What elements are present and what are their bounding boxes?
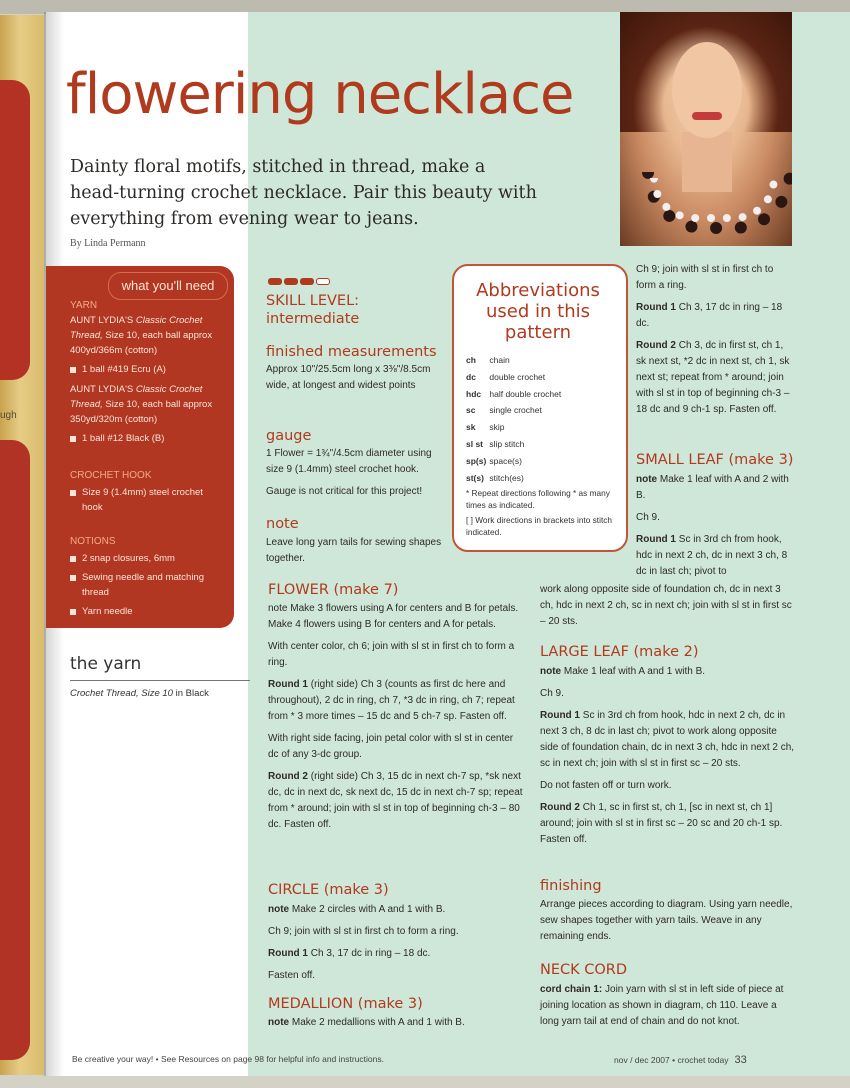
yarn-section: YARN AUNT LYDIA'S Classic Crochet Thread, Size 10, each ball approx 400yd/366m (cotton) 1 ball #419 Ecru (A) AUNT LYDIA'S Classic Crochet Thread, Size 10, each ball approx 350yd/320m (cotton) 1 ball #12 Black (B) (70, 298, 226, 446)
previous-page-image (0, 80, 30, 380)
note-text: Leave long yarn tails for sewing shapes together. (266, 537, 442, 564)
large-leaf-instructions: note Make 1 leaf with A and 1 with B. Ch 9. Round 1 Sc in 3rd ch from hook, hdc in next 2 ch, dc in next 3 ch, 8 dc in last ch; pivot to work along opposite side of foundation chain, dc in next 3 ch, hdc in next 2 ch, sc in next ch; join with sl st in first sc – 20 sts. Do not fasten off or turn work. Round 2 Ch 1, sc in first st, ch 1, [sc in next st, ch 1] around; join with sl st in first sc – 20 sc and 20 ch-1 sp. Fasten off. (540, 666, 795, 845)
finishing-text: Arrange pieces according to diagram. Using yarn needle, sew shapes together with yarn tails. Weave in any remaining ends. (540, 899, 793, 942)
abbreviation-row: dc double crochet (466, 371, 546, 382)
model-photo (620, 12, 792, 246)
gauge-heading: gauge (266, 428, 312, 444)
notion-item: 2 snap closures, 6mm (70, 551, 226, 566)
abbreviations-notes: * Repeat directions following * as many times as indicated. [ ] Work directions in brackets into stitch indicated. (466, 488, 613, 537)
hook-section (70, 468, 226, 515)
abbreviation-row: st(s) stitch(es) (466, 472, 524, 483)
flower-heading: FLOWER (make 7) (268, 582, 399, 598)
abbreviation-row: ch chain (466, 355, 510, 365)
hook-item: Size 9 (1.4mm) steel crochet hook (70, 485, 226, 515)
abbreviation-row: sc single crochet (466, 405, 542, 416)
hook-label: CROCHET HOOK (70, 470, 152, 481)
yarn2-quantity: 1 ball #12 Black (B) (70, 431, 226, 446)
neck-cord-text: cord chain 1: Join yarn with sl st in left side of piece at joining location as shown in diagram, ch 110. Leave a long yarn tail at end of chain and do not knot. (540, 984, 784, 1027)
notion-item: Yarn needle (70, 604, 226, 619)
large-leaf-heading: LARGE LEAF (make 2) (540, 644, 699, 660)
notions-section (70, 534, 226, 619)
flower-instructions: note Make 3 flowers using A for centers and B for petals. Make 4 flowers using B for centers and A for petals. With center color, ch 6; join with sl st in first ch to form a ring. Round 1 (right side) Ch 3 (counts as first dc here and throughout), 2 dc in ring, ch 7, *3 dc in ring, ch 7; repeat from * 3 more times – 15 dc and 5 ch-7 sp. Fasten off. With right side facing, join petal color with sl st in center dc of any 3-dc group. Round 2 (right side) Ch 3, 15 dc in next ch-7 sp, *sk next dc, dc in next dc, sk next dc, 15 dc in next ch-7 sp; repeat from * around; join with sl st in top of beginning ch-3 – 80 dc. Fasten off. (268, 603, 523, 830)
materials-heading: what you'll need (108, 272, 228, 300)
medallion-instructions: Ch 9; join with sl st in first ch to form a ring. Round 1 Ch 3, 17 dc in ring – 18 dc. Round 2 Ch 3, dc in first st, ch 1, sk next st, *2 dc in next st, ch 1, sk next st; repeat from * around; join with sl st in top of beginning ch-3 – 18 dc and 9 ch-1 sp. Fasten off. (636, 264, 790, 415)
abbreviations-title: Abbreviations used in this pattern (476, 280, 600, 343)
footer-folio: nov / dec 2007 • crochet today 33 (614, 1054, 747, 1066)
yarn-label: YARN (70, 300, 98, 311)
skill-meter-icon (268, 272, 332, 290)
page-title: flowering necklace (66, 62, 574, 127)
abbreviation-row: sp(s) space(s) (466, 455, 522, 466)
notion-item: Sewing needle and matching thread (70, 570, 226, 600)
yarn1-quantity: 1 ball #419 Ecru (A) (70, 362, 226, 377)
finishing-heading: finishing (540, 878, 602, 894)
page-number: 33 (734, 1054, 747, 1066)
abbreviation-row: hdc half double crochet (466, 388, 562, 399)
intro-text: Dainty floral motifs, stitched in thread, make a head-turning crochet necklace. Pair this beauty with everything from evening wear to jeans. (70, 157, 537, 229)
small-leaf-instructions-cont: work along opposite side of foundation ch, dc in next 3 ch, hdc in next 2 ch, sc in next ch; join with sl st in first sc – 20 sts. (540, 584, 792, 627)
the-yarn-description: Crochet Thread, Size 10 in Black (70, 688, 209, 699)
footer-note: Be creative your way! • See Resources on page 98 for helpful info and instructions. (72, 1054, 384, 1064)
previous-page-text: ugh (0, 410, 17, 421)
previous-page-image-lower (0, 440, 30, 1060)
abbreviation-row: sl st slip stitch (466, 438, 525, 449)
medallion-heading: MEDALLION (make 3) (268, 996, 423, 1012)
byline: By Linda Permann (70, 238, 146, 249)
the-yarn-rule (70, 680, 250, 681)
notions-label: NOTIONS (70, 536, 116, 547)
circle-instructions: note Make 2 circles with A and 1 with B. Ch 9; join with sl st in first ch to form a ring. Round 1 Ch 3, 17 dc in ring – 18 dc. Fasten off. (268, 904, 459, 981)
circle-heading: CIRCLE (make 3) (268, 882, 389, 898)
note-heading: note (266, 516, 299, 532)
small-leaf-heading: SMALL LEAF (make 3) (636, 452, 794, 468)
the-yarn-heading: the yarn (70, 654, 142, 674)
abbreviations-list (466, 352, 618, 486)
finished-measurements-heading: finished measurements (266, 344, 437, 360)
medallion-note: note Make 2 medallions with A and 1 with B. (268, 1017, 465, 1028)
abbreviation-row: sk skip (466, 422, 505, 433)
gauge-text: 1 Flower = 1¾"/4.5cm diameter using size 9 (1.4mm) steel crochet hook. Gauge is not critical for this project! (266, 448, 432, 497)
small-leaf-instructions: note Make 1 leaf with A and 2 with B. Ch 9. Round 1 Sc in 3rd ch from hook, hdc in next 2 ch, dc in next 3 ch, 8 dc in last ch; pivot to (636, 474, 789, 577)
neck-cord-heading: NECK CORD (540, 962, 628, 978)
finished-measurements-text: Approx 10"/25.5cm long x 3⅜"/8.5cm wide, at longest and widest points (266, 364, 431, 391)
skill-level-heading: SKILL LEVEL: intermediate (266, 293, 360, 327)
